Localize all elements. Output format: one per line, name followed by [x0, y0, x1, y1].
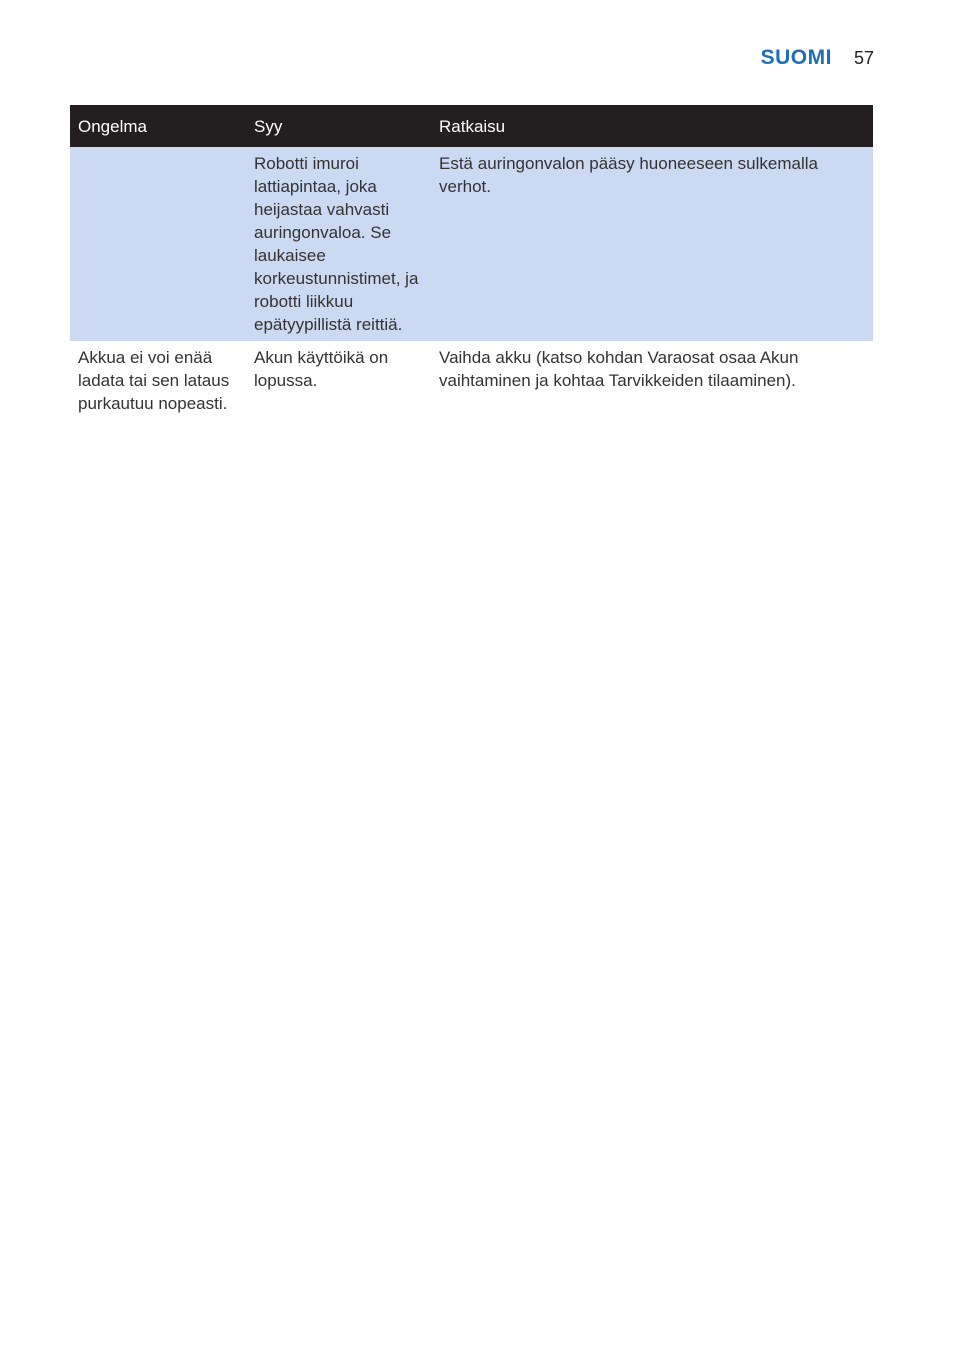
solution-cell: Vaihda akku (katso kohdan Varaosat osaa Akun vaihtaminen ja kohtaa Tarvikkeiden tilaaminen). [439, 348, 799, 390]
column-header-cause: Syy [246, 105, 431, 147]
problem-cell [70, 147, 246, 341]
column-header-problem: Ongelma [70, 105, 246, 147]
problem-cell: Akkua ei voi enää ladata tai sen lataus purkautuu nopeasti. [78, 348, 230, 413]
page-header [761, 46, 874, 70]
cause-cell: Akun käyttöikä on lopussa. [254, 348, 389, 390]
column-header-solution: Ratkaisu [431, 105, 873, 147]
cause-cell: Robotti imuroi lattiapintaa, joka heijastaa vahvasti auringonvaloa. Se laukaisee korkeustunnistimet, ja robotti liikkuu epätyypillistä reittiä. [246, 147, 431, 341]
table-row [70, 147, 873, 341]
table-row [70, 341, 873, 420]
page-number: 57 [853, 48, 874, 68]
troubleshooting-table [70, 105, 873, 420]
solution-cell: Estä auringonvalon pääsy huoneeseen sulkemalla verhot. [431, 147, 873, 341]
section-title: SUOMI [760, 46, 832, 69]
table-header-row [70, 105, 873, 147]
